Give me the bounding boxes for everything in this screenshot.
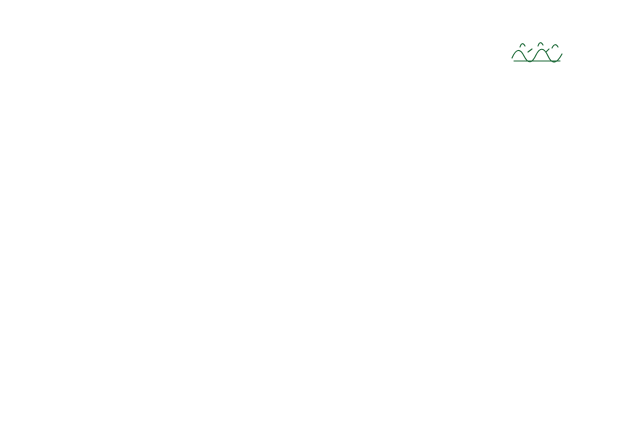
calligraphy-emblem-icon [508,38,566,64]
right-column [354,92,580,100]
